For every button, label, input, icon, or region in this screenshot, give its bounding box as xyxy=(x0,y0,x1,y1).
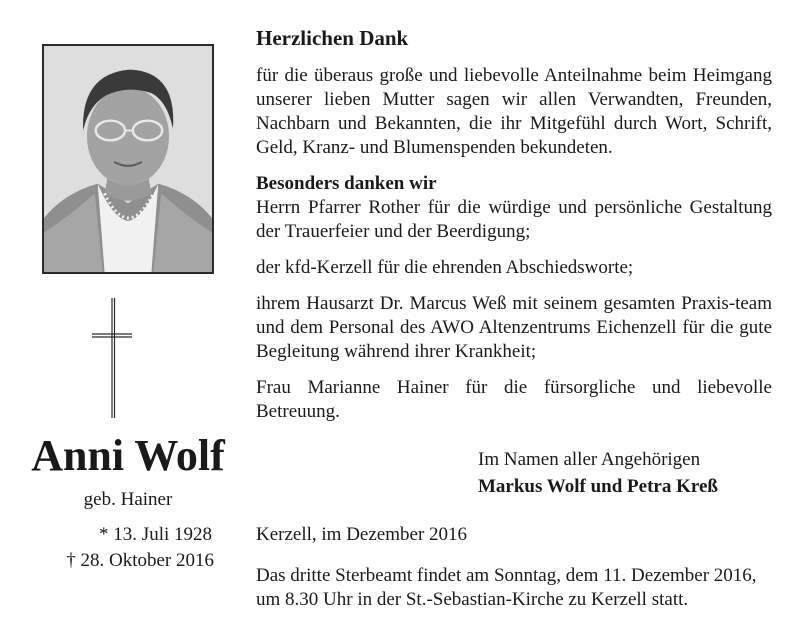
left-column xyxy=(0,0,256,632)
birth-date: * 13. Juli 1928 xyxy=(99,524,212,545)
signature-intro: Im Namen aller Angehörigen xyxy=(478,449,701,470)
signature-names: Markus Wolf und Petra Kreß xyxy=(478,476,718,497)
life-dates xyxy=(44,522,214,574)
cross-icon xyxy=(92,298,132,418)
notice-heading: Herzlichen Dank xyxy=(256,26,409,50)
thanks-kfd: der kfd-Kerzell für die ehrenden Abschiedsworte; xyxy=(256,257,634,278)
thanks-pastor: Herrn Pfarrer Rother für die würdige und persönliche Gestaltung der Trauerfeier und der Beerdigung; xyxy=(256,197,772,242)
thanks-heading: Besonders danken wir xyxy=(256,173,437,194)
birth-name: geb. Hainer xyxy=(83,489,173,510)
death-date: † 28. Oktober 2016 xyxy=(66,550,214,571)
intro-paragraph: für die überaus große und liebevolle Anteilnahme beim Heimgang unserer lieben Mutter sagen wir allen Verwandten, Freunden, Nachbarn und Bekannten, die ihr Mitgefühl durch Wort, Schrift, Geld, Kranz- und Blumenspenden bekundeten. xyxy=(256,65,772,158)
service-announcement: Das dritte Sterbeamt findet am Sonntag, dem 11. Dezember 2016, um 8.30 Uhr in der St.-Sebastian-Kirche zu Kerzell statt. xyxy=(256,565,757,610)
thanks-hainer: Frau Marianne Hainer für die fürsorgliche und liebevolle Betreuung. xyxy=(256,377,772,422)
thanks-block xyxy=(256,172,772,244)
place-date: Kerzell, im Dezember 2016 xyxy=(256,524,468,545)
deceased-name: Anni Wolf xyxy=(31,431,225,480)
portrait-photo xyxy=(42,44,214,274)
thanks-doctor: ihrem Hausarzt Dr. Marcus Weß mit seinem gesamten Praxis-team und dem Personal des AWO Altenzentrums Eichenzell für die gute Begleitung während ihrer Krankheit; xyxy=(256,293,772,362)
